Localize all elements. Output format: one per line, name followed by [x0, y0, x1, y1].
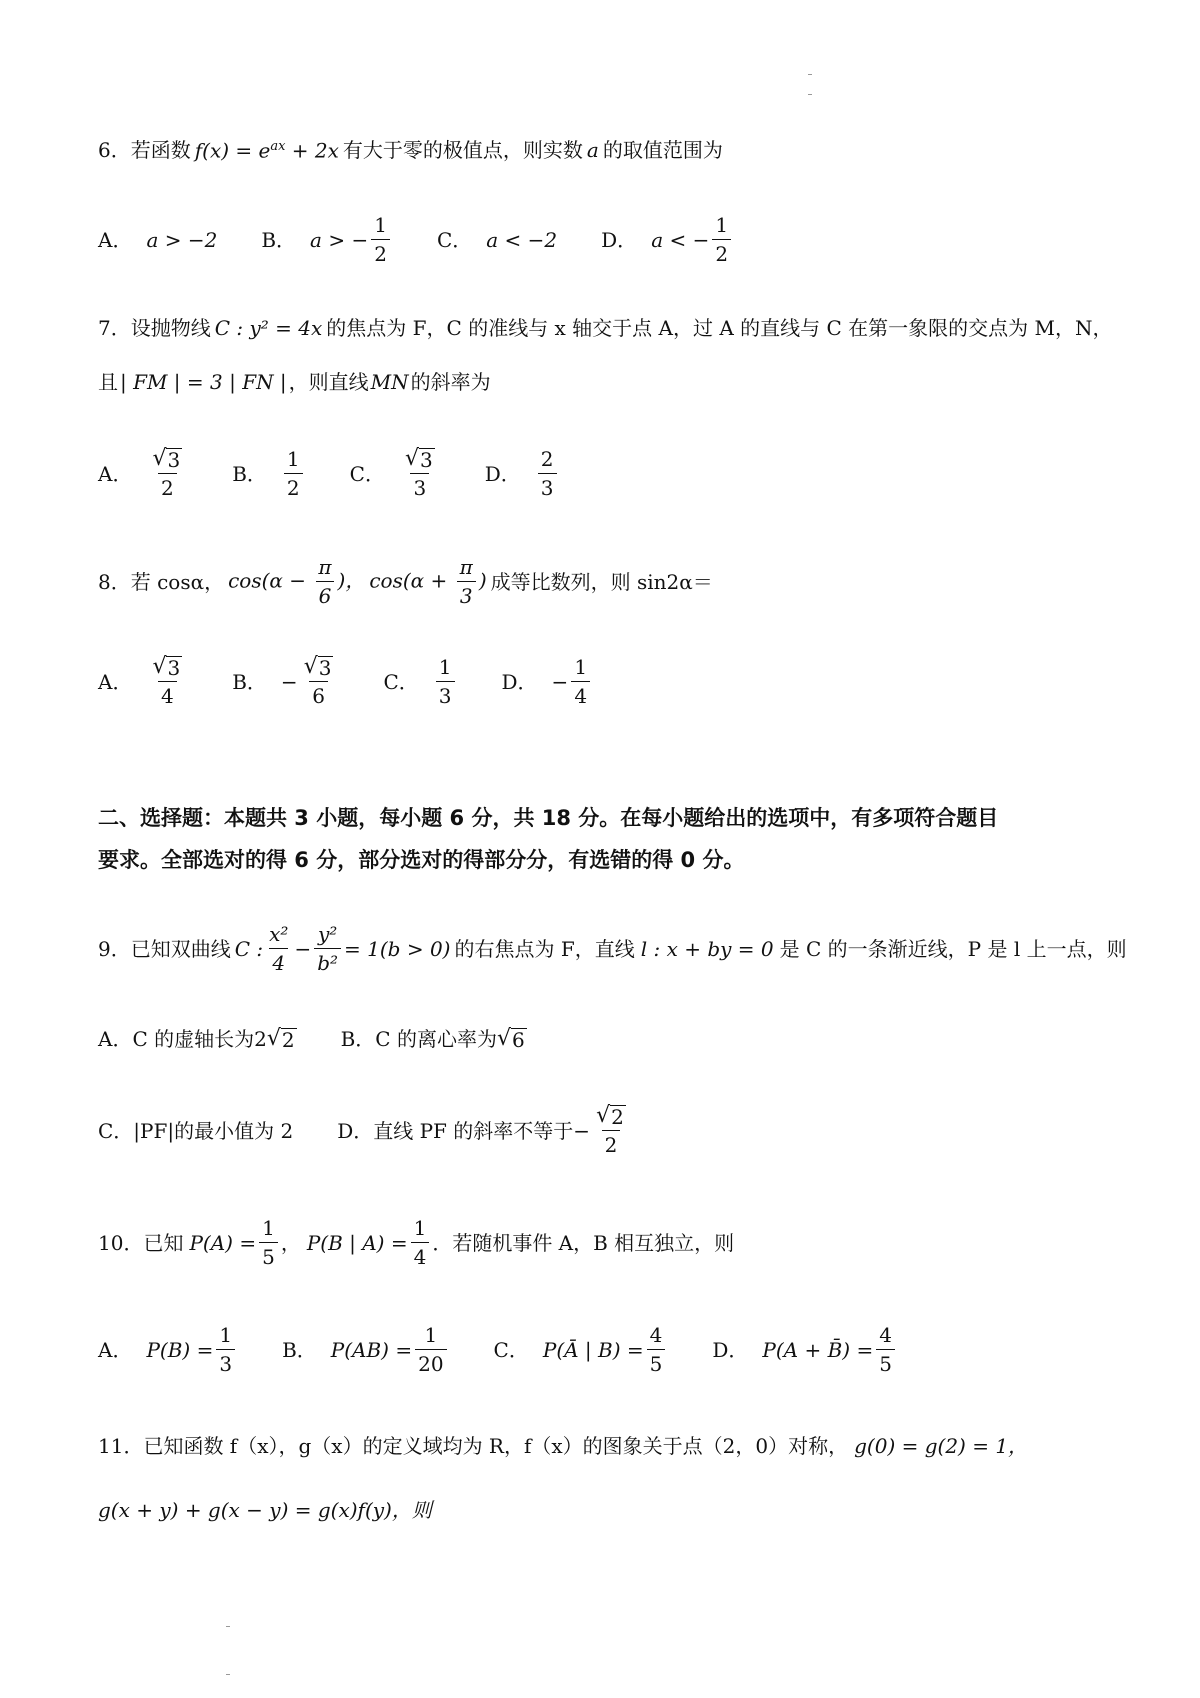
question-6-options — [98, 215, 778, 265]
question-7-stem-line2: 且 | FM | = 3 | FN | ，则直线 MN 的斜率为 — [98, 370, 491, 394]
section-2-heading-line-1: 二、选择题：本题共 3 小题，每小题 6 分，共 18 分。在每小题给出的选项中，有多项符合题目 — [98, 806, 999, 830]
q9-option-b: B．C 的离心率为 √ 6 — [340, 1026, 525, 1052]
q6-option-c: C． a < −2 — [436, 228, 558, 252]
question-10-options — [98, 1325, 942, 1375]
q6-option-d: D． a < − $\frac{1}{2}$ — [601, 215, 734, 265]
question-7-options — [98, 448, 604, 499]
q9-option-a: A．C 的虚轴长为 2 √ 2 — [98, 1026, 295, 1052]
q6-option-b: B． a > − $\frac{1}{2}$ — [261, 215, 393, 265]
question-10-stem: 10．已知 P(A) = $\frac{1}{5}$ ， P(B | A) = $\frac{1}{4}$ ．若随机事件 A，B 相互独立，则 — [98, 1216, 735, 1269]
question-9-stem: 9．已知双曲线 C : $\frac{\text{x²}}{4}$ − $\frac{\text{y²}}{\text{b²}}$ = 1(b > 0) 的右焦点为 F，直线 l : x + by = 0 是 C 的一条渐近线，P 是 l 上一点，则 — [98, 922, 1127, 975]
question-7-stem: 7．设抛物线 C : y² = 4x 的焦点为 F，C 的准线与 x 轴交于点 A，过 A 的直线与 C 在第一象限的交点为 M，N， — [98, 316, 1113, 340]
question-8-options — [98, 656, 637, 707]
question-9-options-ab — [98, 1028, 571, 1050]
section-2-heading-line-2: 要求。全部选对的得 6 分，部分选对的得部分分，有选错的得 0 分。 — [98, 848, 745, 872]
q9-option-d: D．直线 PF 的斜率不等于 − √ 2 2 — [337, 1103, 624, 1157]
q9-x2-over-4: $\frac{\text{x²}}{4}$ — [269, 922, 289, 975]
q7-option-b: B． $\frac{1}{2}$ — [232, 449, 305, 499]
q10-option-d: D． P(A + B̄) = $\frac{4}{5}$ — [712, 1325, 898, 1375]
q6-variable: a — [586, 138, 599, 163]
scan-mark — [226, 1674, 230, 1675]
q6-function-formula: $f(x) = e^{ax} + 2x$ — [194, 138, 339, 163]
q10-option-b: B． P(AB) = $\frac{1}{20}$ — [282, 1325, 449, 1375]
q7-option-d: D． $\frac{2}{3}$ — [485, 449, 560, 499]
q6-stem-middle: 有大于零的极值点，则实数 — [342, 138, 583, 163]
question-11-stem: 11．已知函数 f（x），g（x）的定义域均为 R，f（x）的图象关于点（2，0）对称， g(0) = g(2) = 1， — [98, 1434, 1029, 1458]
q6-stem-prefix: 6．若函数 — [98, 138, 191, 163]
q10-option-c: C． P(Ā | B) = $\frac{4}{5}$ — [494, 1325, 669, 1375]
q6-option-a: A． a > −2 — [98, 228, 218, 252]
q7-option-c: C． √ 3 3 — [349, 446, 433, 500]
q8-option-a: A． √ 3 4 — [98, 654, 181, 708]
q9-option-c: C．|PF|的最小值为 2 — [98, 1118, 294, 1143]
q8-option-b: B． − √ 3 6 — [232, 654, 332, 708]
question-11-stem-line2: g(x + y) + g(x − y) = g(x)f(y)，则 — [98, 1498, 432, 1522]
scan-mark — [226, 1626, 230, 1627]
question-9-options-cd — [98, 1105, 676, 1156]
q6-stem-suffix: 的取值范围为 — [602, 138, 723, 163]
q7-parabola: C : y² = 4x — [214, 316, 323, 340]
q8-option-d: D． − $\frac{1}{4}$ — [502, 657, 594, 707]
scan-mark — [808, 74, 812, 75]
q8-term-2: cos(α + $\frac{\pi}{3}$ ) — [369, 555, 487, 608]
question-6-stem — [98, 140, 723, 161]
q8-term-1: cos(α − $\frac{\pi}{6}$ )， — [228, 555, 366, 608]
question-8-stem: 8．若 cosα， cos(α − $\frac{\pi}{6}$ )， cos(α + $\frac{\pi}{3}$ ) 成等比数列，则 sin2α＝ — [98, 555, 713, 608]
q7-option-a: A． √ 3 2 — [98, 446, 181, 500]
q8-option-c: C． $\frac{1}{3}$ — [383, 657, 457, 707]
q7-condition: | FM | = 3 | FN | — [120, 370, 287, 394]
q10-option-a: A． P(B) = $\frac{1}{3}$ — [98, 1325, 238, 1375]
scan-mark — [808, 94, 812, 95]
q9-y2-over-b2: $\frac{\text{y²}}{\text{b²}}$ — [314, 924, 341, 974]
